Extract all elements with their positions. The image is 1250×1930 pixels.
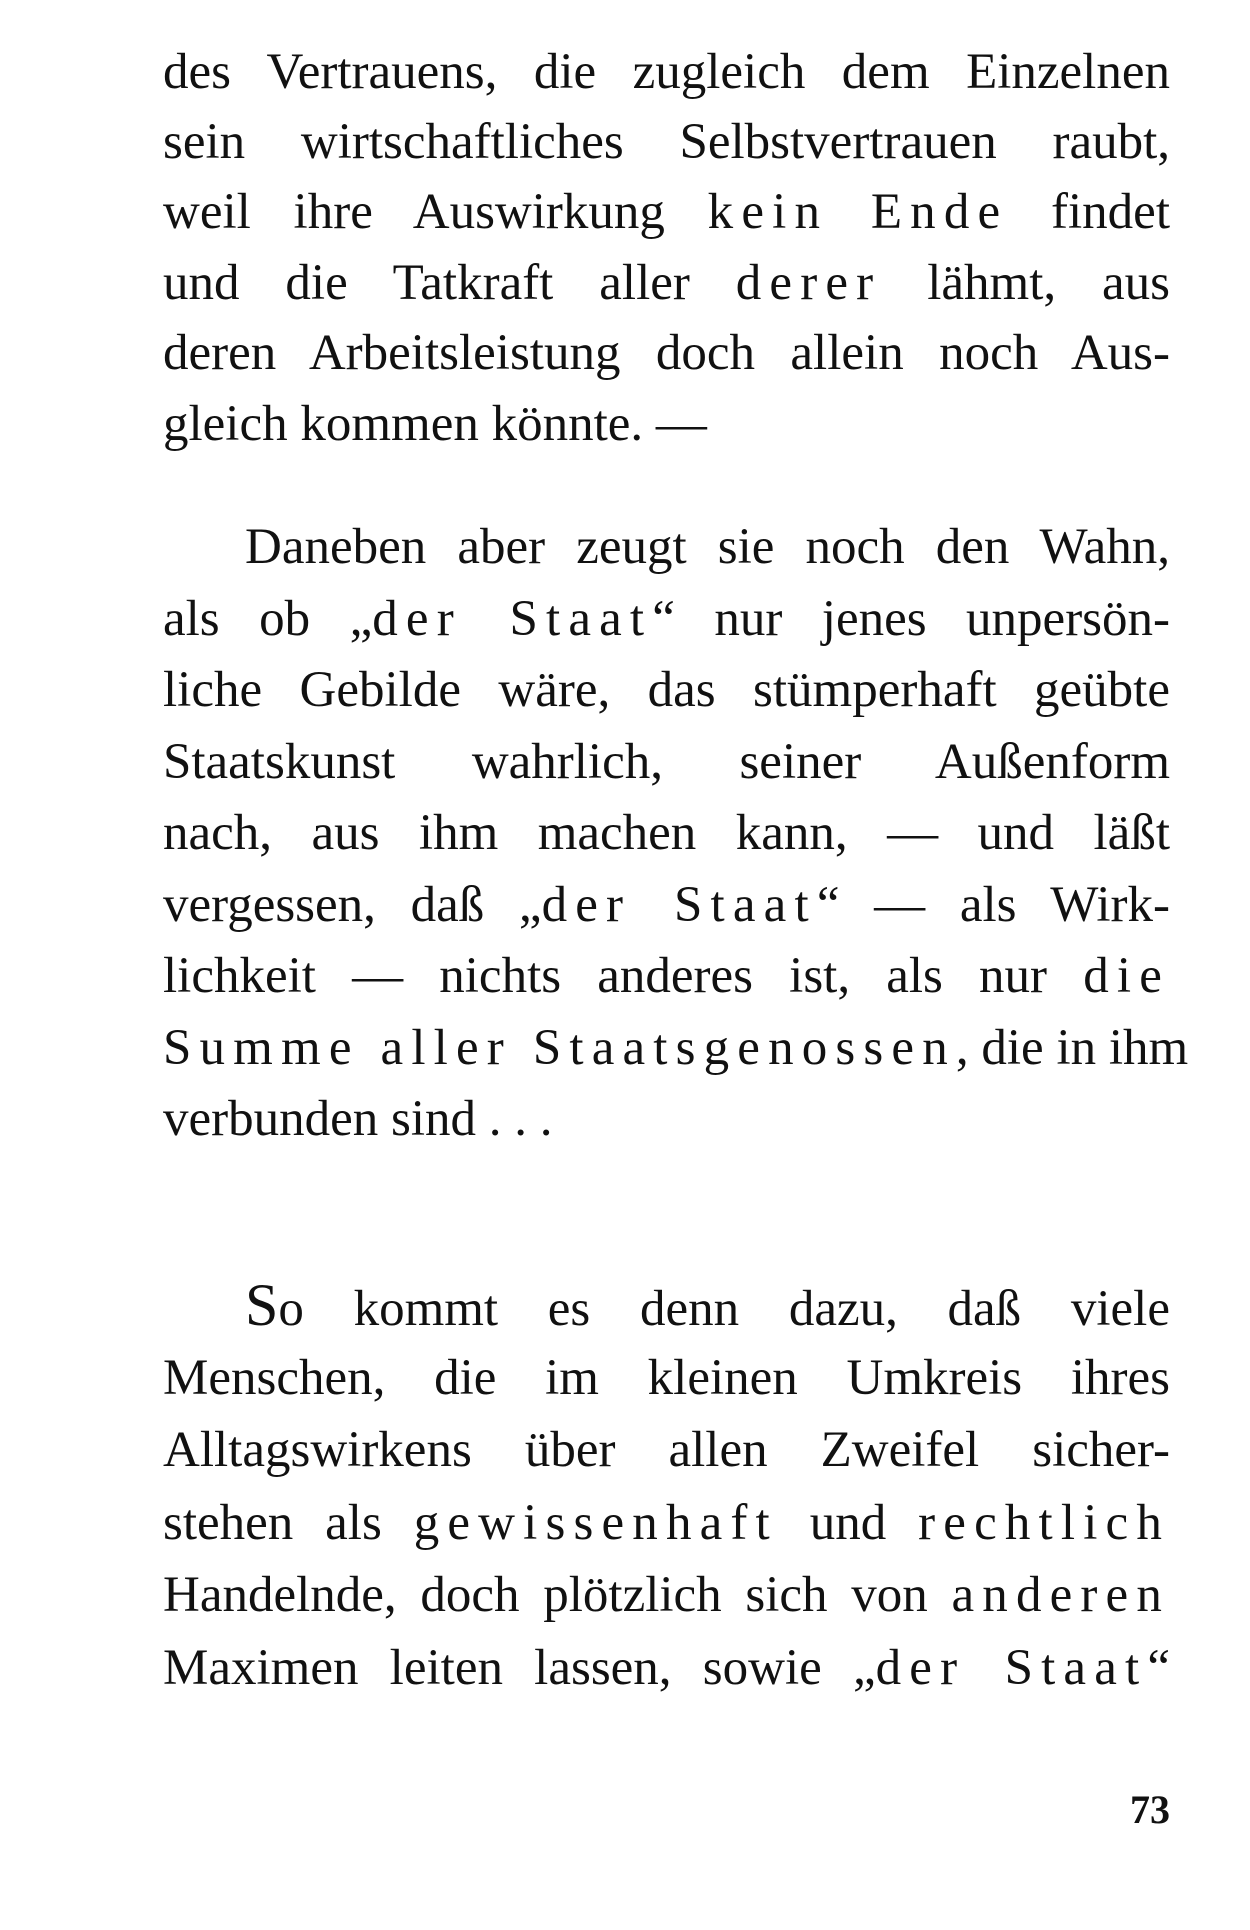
paragraph-2-line-3: liche Gebilde wäre, das stümperhaft geübte xyxy=(163,662,1170,718)
page-number: 73 xyxy=(1130,1787,1170,1832)
paragraph-1-line-2: sein wirtschaftliches Selbstvertrauen raubt, xyxy=(163,114,1170,170)
paragraph-1-line-4: und die Tatkraft aller derer lähmt, aus xyxy=(163,255,1170,311)
paragraph-3-line-3: Alltagswirkens über allen Zweifel sicher- xyxy=(163,1422,1170,1478)
paragraph-2-line-7: lichkeit — nichts anderes ist, als nur die xyxy=(163,948,1170,1004)
paragraph-3-line-2: Menschen, die im kleinen Umkreis ihres xyxy=(163,1350,1170,1406)
paragraph-2-line-2: als ob „der Staat“ nur jenes unpersön- xyxy=(163,591,1171,647)
paragraph-2-line-8: Summe aller Staatsgenossen, die in ihm xyxy=(163,1020,1189,1076)
paragraph-1-line-1: des Vertrauens, die zugleich dem Einzelnen xyxy=(163,44,1170,100)
paragraph-1-line-3: weil ihre Auswirkung kein Ende findet xyxy=(163,184,1170,240)
paragraph-1-line-5: deren Arbeitsleistung doch allein noch Aus- xyxy=(163,325,1170,381)
paragraph-3-line-4: stehen als gewissenhaft und rechtlich xyxy=(163,1495,1170,1551)
paragraph-3-line-6: Maximen leiten lassen, sowie „der Staat“ xyxy=(163,1640,1170,1696)
paragraph-1-line-6: gleich kommen könnte. — xyxy=(163,396,707,452)
paragraph-2-line-5: nach, aus ihm machen kann, — und läßt xyxy=(163,805,1170,861)
paragraph-2-line-9: verbunden sind . . . xyxy=(163,1091,553,1147)
paragraph-2-line-1: Daneben aber zeugt sie noch den Wahn, xyxy=(245,519,1170,575)
paragraph-3-line-1: So kommt es denn dazu, daß viele xyxy=(245,1272,1170,1338)
paragraph-2-line-4: Staatskunst wahrlich, seiner Außenform xyxy=(163,734,1170,790)
paragraph-3-line-5: Handelnde, doch plötzlich sich von anderen xyxy=(163,1567,1170,1623)
paragraph-2-line-6: vergessen, daß „der Staat“ — als Wirk- xyxy=(163,877,1170,933)
